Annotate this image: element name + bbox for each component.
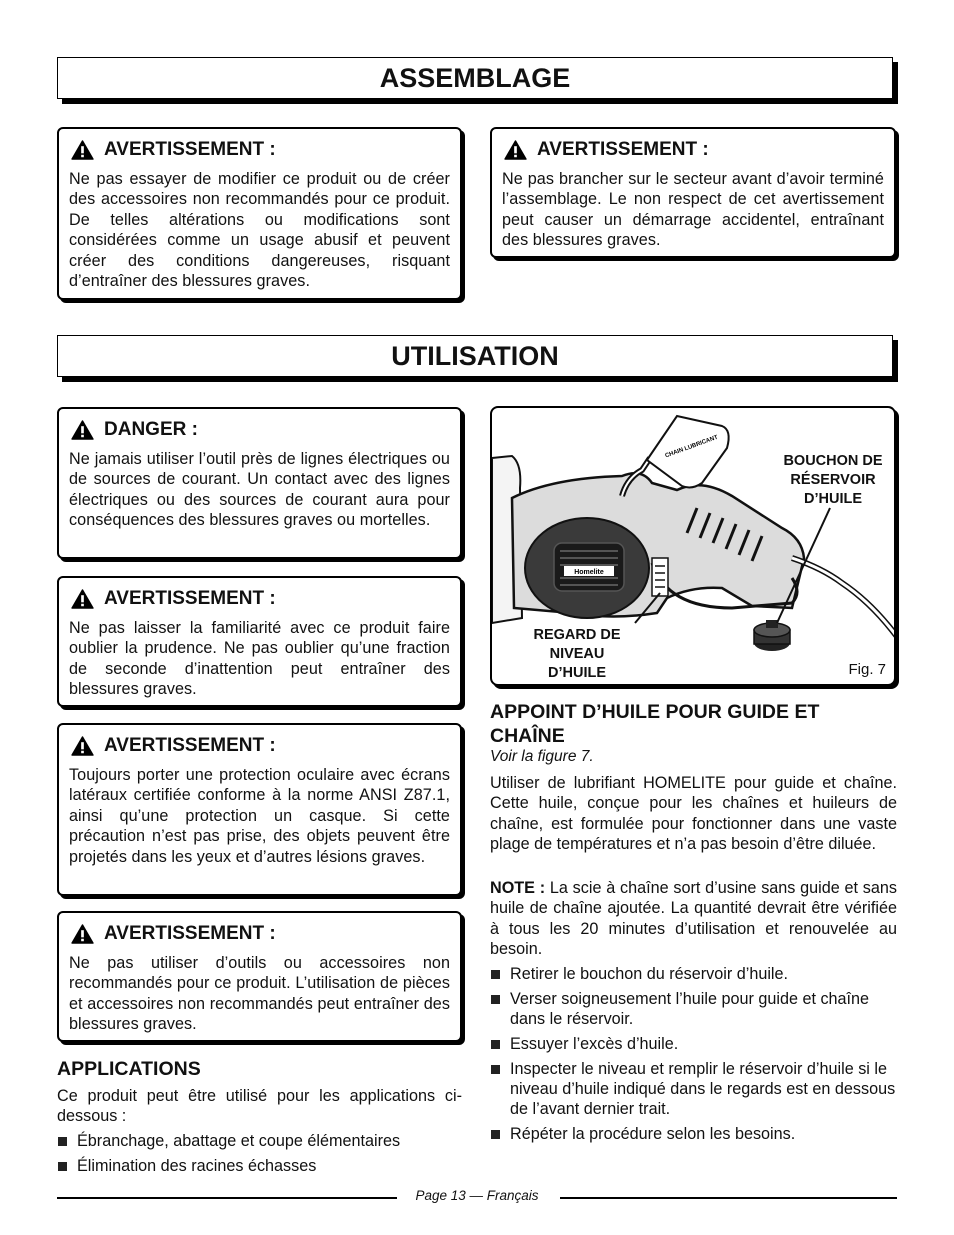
list-item: Retirer le bouchon du réservoir d’huile. <box>490 964 897 984</box>
warning-title: AVERTISSEMENT : <box>104 735 276 756</box>
warning-title-row <box>71 588 450 610</box>
danger-title: DANGER : <box>104 419 198 440</box>
oil-note <box>490 878 897 959</box>
danger-text: Ne jamais utiliser l’outil près de lignes électriques ou de sources de courant. Un contact avec des lignes électriques ou des sources de courant aura pour conséquences des blessures graves ou mortelles. <box>69 450 450 530</box>
section-header-utilisation <box>57 335 893 377</box>
warning-text: Toujours porter une protection oculaire avec écrans latéraux certifiée conforme à la norme ANSI Z87.1, ainsi qu’une protection un casque. Si cette précaution n’est pas prise, des objets peuvent être projetés dans les yeux et d’autres lésions graves. <box>69 766 450 866</box>
warning-title-row <box>71 139 450 161</box>
warning-text: Ne pas essayer de modifier ce produit ou de créer des accessoires non recommandés pour ce produit. De telles altérations ou modifications sont considérées comme un usage abusif et peuvent créer des conditions dangereuses, risquant d’entraîner des blessures graves. <box>69 170 450 291</box>
list-item: Ébranchage, abattage et coupe élémentaires <box>57 1131 462 1151</box>
label-oil-cap: BOUCHON DE RÉSERVOIR D’HUILE <box>783 453 883 507</box>
see-figure: Voir la figure 7. <box>490 748 594 765</box>
warning-box-eye-protection <box>57 723 462 896</box>
page-number: Page 13 — Français <box>407 1188 546 1203</box>
applications-heading: APPLICATIONS <box>57 1058 201 1080</box>
applications-intro: Ce produit peut être utilisé pour les applications ci-dessous : <box>57 1087 462 1126</box>
applications-list <box>57 1131 462 1181</box>
note-text: La scie à chaîne sort d’usine sans guide et sans huile de chaîne ajoutée. La quantité devrait être vérifiée à tous les 20 minutes d’utilisation et renouvelée au besoin. <box>490 879 897 958</box>
list-item: Verser soigneusement l’huile pour guide et chaîne dans le réservoir. <box>490 989 897 1030</box>
warning-title: AVERTISSEMENT : <box>104 588 276 609</box>
warning-triangle-icon <box>71 420 94 440</box>
figure-chainsaw-oil <box>490 406 896 686</box>
bottle-label: CHAIN LUBRICANT <box>664 434 719 460</box>
warning-triangle-icon <box>71 140 94 160</box>
warning-triangle-icon <box>71 924 94 944</box>
warning-title: AVERTISSEMENT : <box>104 139 276 160</box>
list-item: Élimination des racines échasses <box>57 1156 462 1176</box>
footer <box>0 1188 954 1203</box>
warning-triangle-icon <box>71 736 94 756</box>
note-label: NOTE : <box>490 879 546 897</box>
figure-caption: Fig. 7 <box>848 661 886 678</box>
list-item: Répéter la procédure selon les besoins. <box>490 1124 897 1144</box>
warning-title: AVERTISSEMENT : <box>104 923 276 944</box>
warning-text: Ne pas brancher sur le secteur avant d’avoir terminé l’assemblage. Le non respect de cet avertissement peut causer un démarrage accidentel, entraînant des blessures graves. <box>502 170 884 250</box>
brand-label: Homelite <box>574 569 604 576</box>
warning-box-modification <box>57 127 462 300</box>
warning-title-row <box>504 139 884 161</box>
warning-text: Ne pas utiliser d’outils ou accessoires non recommandés pour ce produit. L’utilisation de pièces et accessoires non recommandés peut entraîner des blessures graves. <box>69 954 450 1034</box>
section-title: ASSEMBLAGE <box>379 63 571 93</box>
warning-box-familiarity <box>57 576 462 707</box>
warning-box-accessories <box>57 911 462 1042</box>
warning-triangle-icon <box>71 589 94 609</box>
warning-box-assembly <box>490 127 896 258</box>
list-item: Essuyer l’excès d’huile. <box>490 1034 897 1054</box>
warning-title: AVERTISSEMENT : <box>537 139 709 160</box>
warning-triangle-icon <box>504 140 527 160</box>
oil-heading: APPOINT D’HUILE POUR GUIDE ET CHAÎNE <box>490 701 820 747</box>
oil-paragraph: Utiliser de lubrifiant HOMELITE pour guide et chaîne. Cette huile, conçue pour les chaînes et huileurs de chaîne, est formulée pour fonctionner dans une vaste plage de températures et n’a pas besoin d’être diluée. <box>490 774 897 853</box>
section-title: UTILISATION <box>391 341 559 371</box>
label-oil-gauge: REGARD DE NIVEAU D’HUILE <box>533 627 621 681</box>
section-header-assemblage <box>57 57 893 99</box>
warning-title-row <box>71 735 450 757</box>
list-item: Inspecter le niveau et remplir le réservoir d’huile si le niveau d’huile indiqué dans le regards est en dessous de l’avant dernier trait. <box>490 1059 897 1120</box>
warning-title-row <box>71 923 450 945</box>
danger-title-row <box>71 419 450 441</box>
warning-text: Ne pas laisser la familiarité avec ce produit faire oublier la prudence. Ne pas oublier qu’une fraction de seconde d’inattention peut entraîner des blessures graves. <box>69 619 450 699</box>
danger-box <box>57 407 462 559</box>
oil-steps-list <box>490 964 897 1149</box>
